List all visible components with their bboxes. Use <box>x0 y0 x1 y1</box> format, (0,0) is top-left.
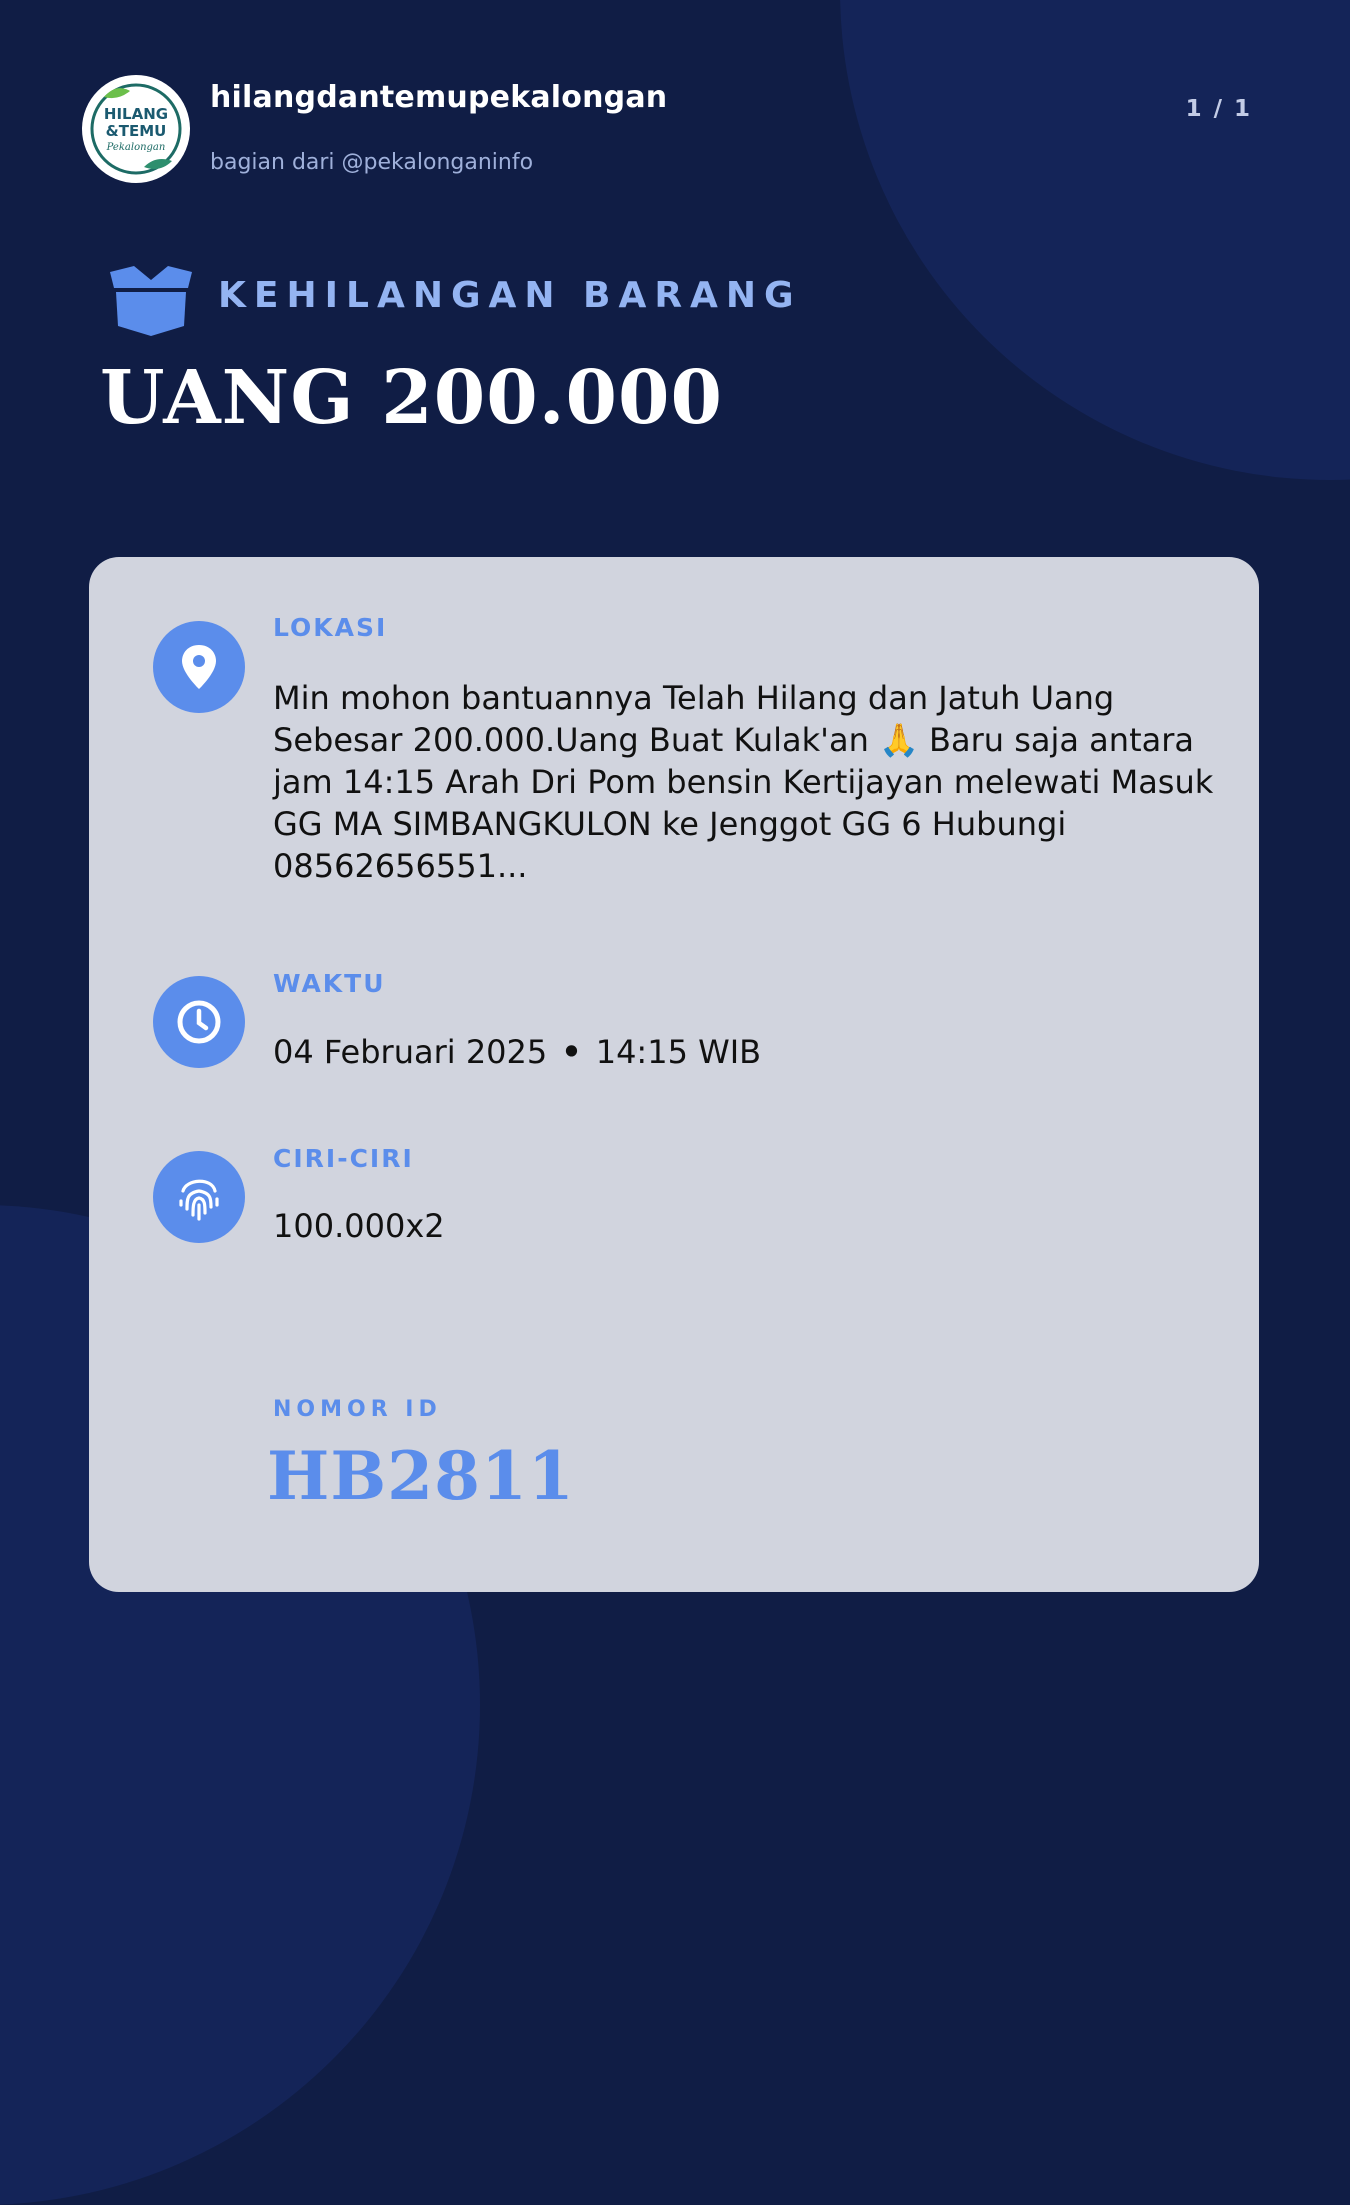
account-name[interactable]: hilangdantemupekalongan <box>210 80 668 115</box>
logo-line1: HILANG <box>103 105 169 123</box>
clock-icon <box>153 976 245 1068</box>
background-circle-top-right <box>840 0 1350 480</box>
box-icon <box>104 266 198 340</box>
details-card <box>89 557 1259 1592</box>
page-counter: 1 / 1 <box>1185 96 1252 122</box>
id-label: NOMOR ID <box>273 1397 442 1422</box>
features-value: 100.000x2 <box>273 1207 445 1245</box>
time-value <box>273 1031 1223 1073</box>
id-value: HB2811 <box>267 1437 575 1515</box>
logo-line3: Pekalongan <box>106 142 166 153</box>
time-label: WAKTU <box>273 969 386 998</box>
features-label: CIRI-CIRI <box>273 1144 414 1173</box>
fingerprint-icon <box>153 1151 245 1243</box>
location-label: LOKASI <box>273 613 388 642</box>
location-value: Min mohon bantuannya Telah Hilang dan Jatuh Uang Sebesar 200.000.Uang Buat Kulak'an 🙏 Baru saja antara jam 14:15 Arah Dri Pom bensin Kertijayan melewati Masuk GG MA SIMBANGKULON ke Jenggot GG 6 Hubungi 08562656551... <box>273 679 1214 885</box>
account-avatar-logo[interactable] <box>82 75 190 183</box>
date-text: 04 Februari 2025 <box>273 1033 548 1071</box>
item-title: UANG 200.000 <box>100 355 723 441</box>
logo-line2: &TEMU <box>105 122 167 140</box>
account-subtitle: bagian dari @pekalonganinfo <box>210 150 534 175</box>
hour-text: 14:15 WIB <box>595 1033 762 1071</box>
map-pin-icon <box>153 621 245 713</box>
separator-dot: • <box>561 1033 582 1071</box>
category-label: KEHILANGAN BARANG <box>218 275 802 316</box>
